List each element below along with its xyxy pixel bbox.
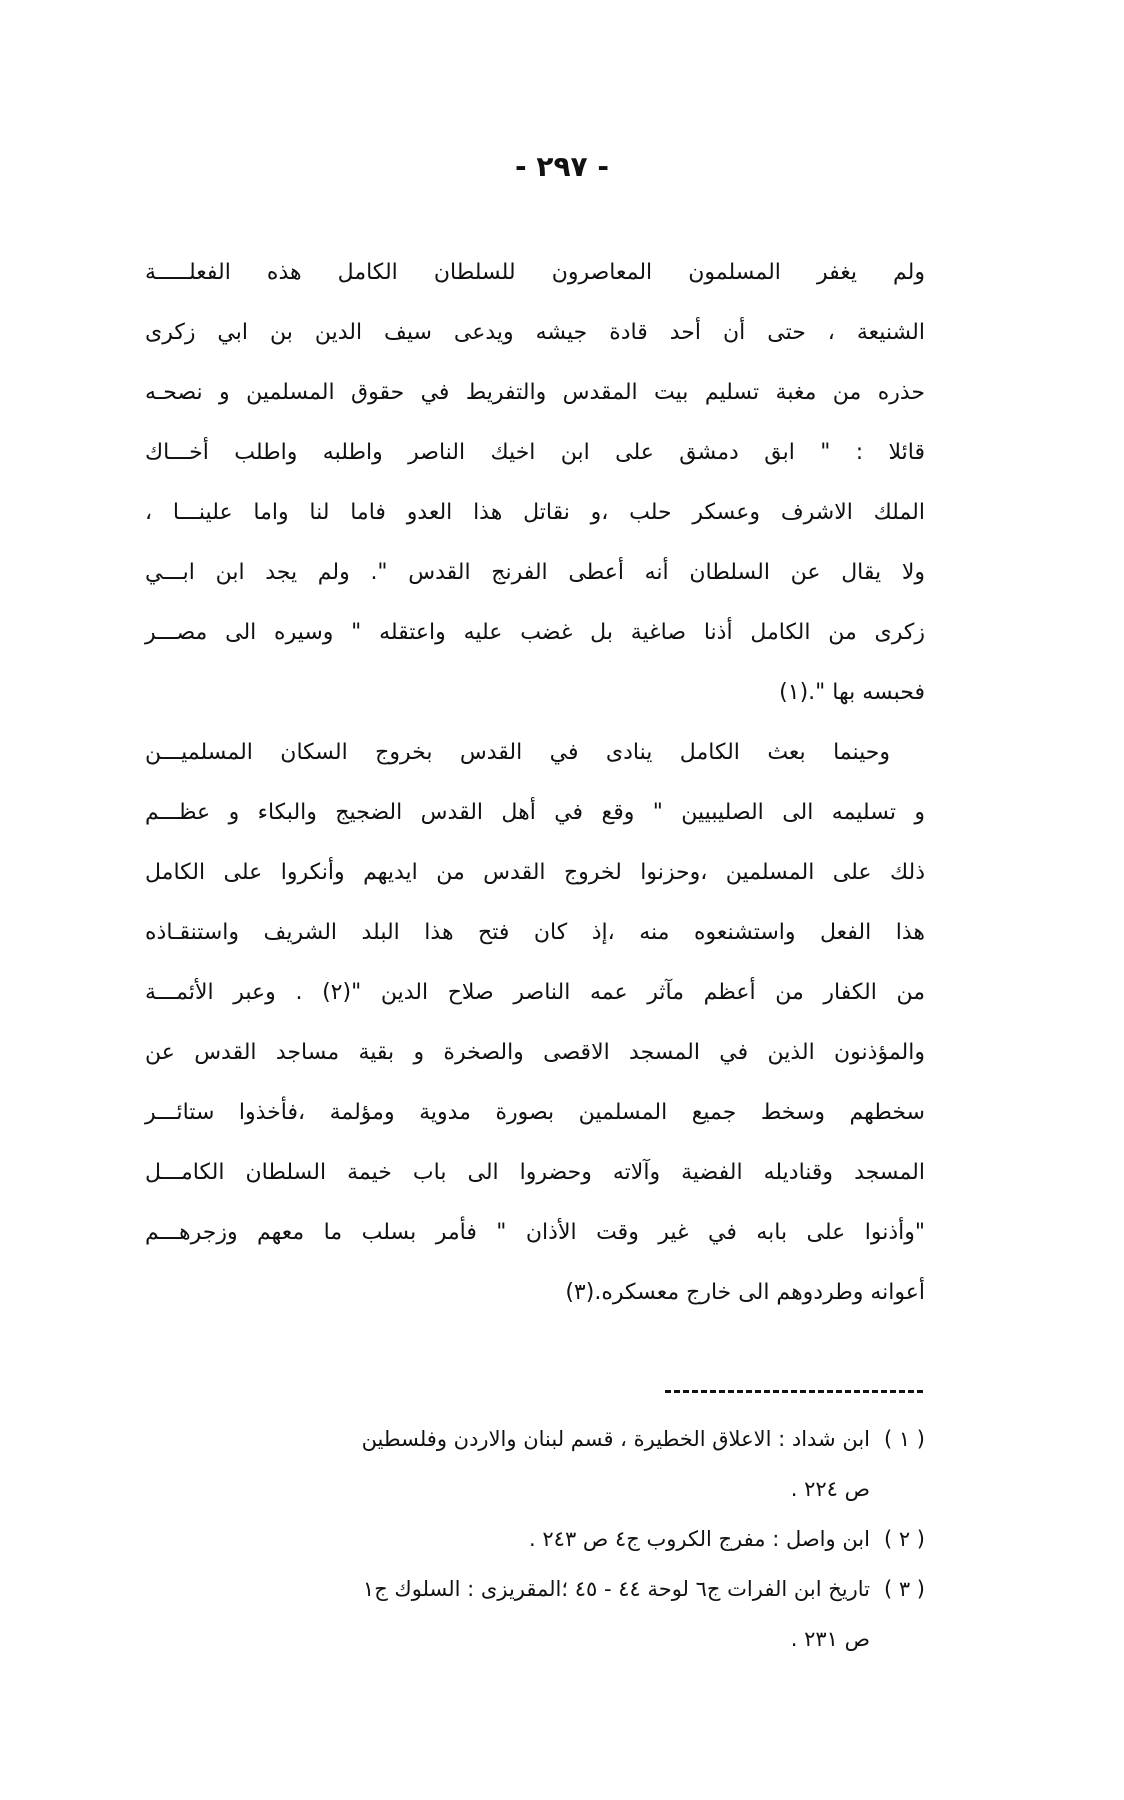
footnote-body — [150, 1575, 870, 1675]
text-line: ولا يقال عن السلطان أنه أعطى الفرنج القدس ". ولم يجد ابن ابـــي — [145, 560, 925, 585]
paragraph-2 — [145, 738, 925, 1338]
footnote-3 — [150, 1575, 925, 1675]
text-line: أعوانه وطردوهم الى خارج معسكره.(٣) — [565, 1280, 925, 1305]
footnote-divider — [665, 1390, 923, 1393]
text-line: المسجد وقناديله الفضية وآلاته وحضروا الى باب خيمة السلطان الكامـــل — [145, 1160, 925, 1185]
text-line: ذلك على المسلمين ،وحزنوا لخروج القدس من ايديهم وأنكروا على الكامل — [145, 860, 925, 885]
footnote-1 — [150, 1425, 925, 1525]
footnote-body — [150, 1525, 870, 1575]
text-line: الشنيعة ، حتى أن أحد قادة جيشه ويدعى سيف الدين بن ابي زكرى — [145, 320, 925, 345]
text-line: حذره من مغبة تسليم بيت المقدس والتفريط في حقوق المسلمين و نصحـه — [145, 380, 925, 405]
text-line: و تسليمه الى الصليبيين " وقع في أهل القدس الضجيج والبكاء و عظـــم — [145, 800, 925, 825]
footnote-number: ( ١ ) — [883, 1427, 925, 1451]
footnotes — [150, 1425, 925, 1675]
page-number: - ٢٩٧ - — [514, 150, 610, 183]
text-line: وحينما بعث الكامل ينادى في القدس بخروج السكان المسلميـــن — [145, 740, 890, 765]
footnote-number: ( ٣ ) — [883, 1577, 925, 1601]
footnote-line: ابن شداد : الاعلاق الخطيرة ، قسم لبنان والاردن وفلسطين — [361, 1427, 870, 1451]
footnote-body — [150, 1425, 870, 1525]
text-line: سخطهم وسخط جميع المسلمين بصورة مدوية ومؤلمة ،فأخذوا ستائـــر — [145, 1100, 925, 1125]
footnote-line: ص ٢٢٤ . — [790, 1477, 870, 1501]
main-text — [145, 258, 925, 1338]
footnote-2 — [150, 1525, 925, 1575]
text-line: والمؤذنون الذين في المسجد الاقصى والصخرة و بقية مساجد القدس عن — [145, 1040, 925, 1065]
text-line: هذا الفعل واستشنعوه منه ،إذ كان فتح هذا البلد الشريف واستنقـاذه — [145, 920, 925, 945]
text-line: ولم يغفر المسلمون المعاصرون للسلطان الكامل هذه الفعلـــــة — [145, 260, 925, 285]
footnote-line: تاريخ ابن الفرات ج٦ لوحة ٤٤ - ٤٥ ؛المقريزى : السلوك ج١ — [362, 1577, 870, 1601]
text-line: من الكفار من أعظم مآثر عمه الناصر صلاح الدين "(٢) . وعبر الأئمـــة — [145, 980, 925, 1005]
text-line: "وأذنوا على بابه في غير وقت الأذان " فأمر بسلب ما معهم وزجرهـــم — [145, 1220, 925, 1245]
text-line: زكرى من الكامل أذنا صاغية بل غضب عليه واعتقله " وسيره الى مصـــر — [145, 620, 925, 645]
footnote-line: ص ٢٣١ . — [790, 1627, 870, 1651]
text-line: الملك الاشرف وعسكر حلب ،و نقاتل هذا العدو فاما لنا واما علينـــا ، — [145, 500, 925, 525]
footnote-number: ( ٢ ) — [883, 1527, 925, 1551]
footnote-line: ابن واصل : مفرج الكروب ج٤ ص ٢٤٣ . — [529, 1527, 870, 1551]
text-line: فحبسه بها ".(١) — [779, 680, 925, 705]
paragraph-1 — [145, 258, 925, 738]
text-line: قائلا : " ابق دمشق على ابن اخيك الناصر واطلبه واطلب أخـــاك — [145, 440, 925, 465]
